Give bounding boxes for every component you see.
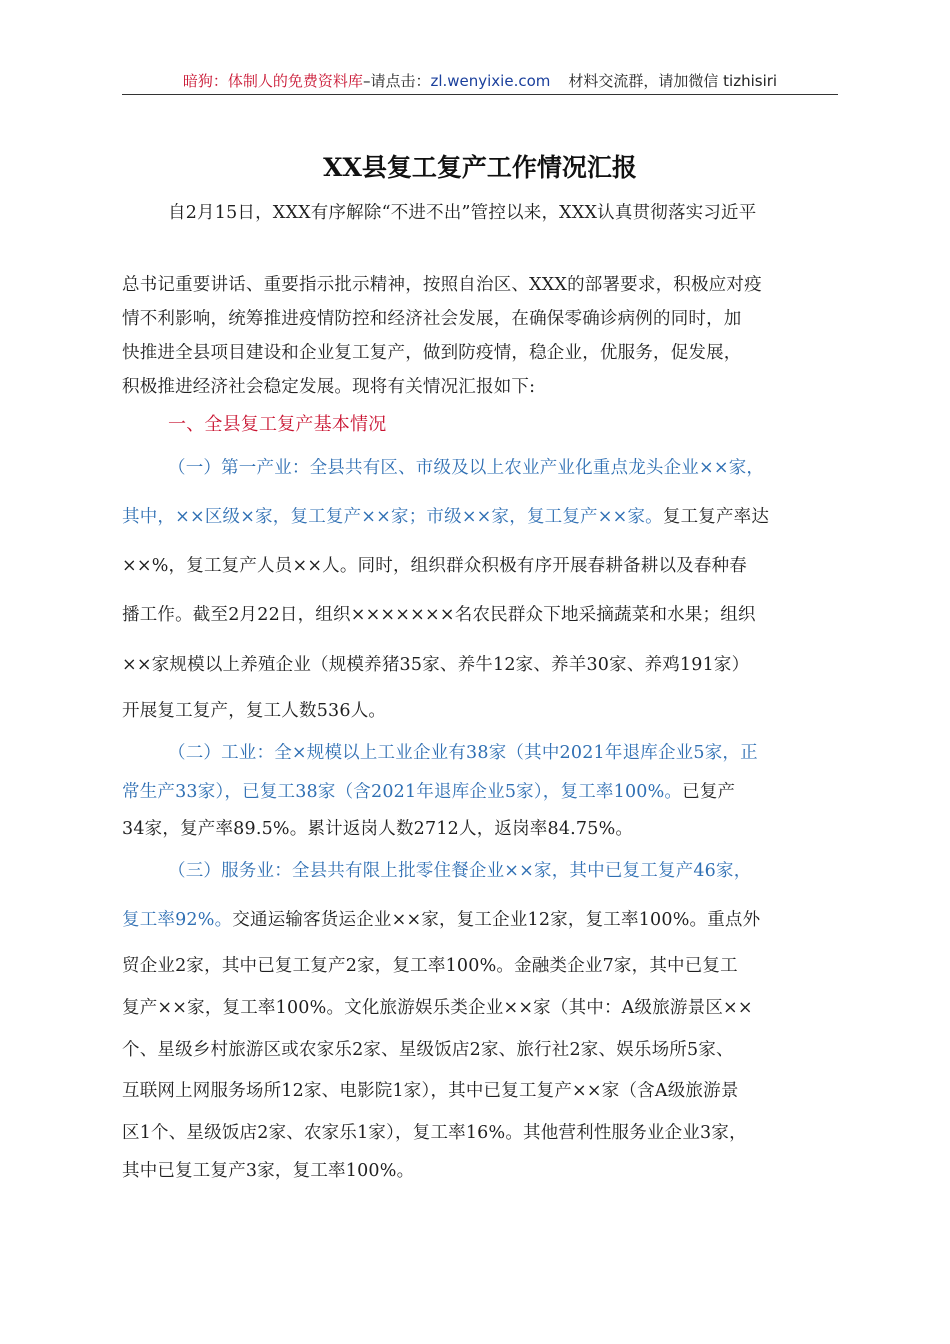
page-header xyxy=(122,70,838,92)
intro-line: 积极推进经济社会稳定发展。现将有关情况汇报如下: xyxy=(122,377,536,397)
s2-line: （二）工业：全×规模以上工业企业有38家（其中2021年退库企业5家，正 xyxy=(168,743,758,763)
section-heading: 一、全县复工复产基本情况 xyxy=(168,414,387,435)
s2-line-blue: 常生产33家），已复工38家（含2021年退库企业5家），复工率100%。 xyxy=(122,782,683,802)
s3-line: 复产××家，复工率100%。文化旅游娱乐类企业××家（其中：A级旅游景区×× xyxy=(122,998,753,1018)
s1-line-blue: 其中，××区级×家，复工复产××家；市级××家，复工复产××家。 xyxy=(122,507,663,527)
intro-line: 情不利影响，统筹推进疫情防控和经济社会发展，在确保零确诊病例的同时，加 xyxy=(122,309,742,329)
header-site-name: 暗狗：体制人的免费资料库 xyxy=(182,72,363,90)
s1-line xyxy=(122,504,769,530)
s3-line-blue: 复工率92%。 xyxy=(122,910,233,930)
intro-line: 总书记重要讲话、重要指示批示精神，按照自治区、XXX的部署要求，积极应对疫 xyxy=(122,275,762,295)
header-click-prompt: –请点击： xyxy=(362,72,431,90)
s2-line xyxy=(122,779,735,805)
intro-line: 自2月15日，XXX有序解除“不进不出”管控以来，XXX认真贯彻落实习近平 xyxy=(168,203,757,223)
header-wechat-note: 材料交流群，请加微信 tizhisiri xyxy=(568,72,778,90)
s3-line: （三）服务业：全县共有限上批零住餐企业××家，其中已复工复产46家， xyxy=(168,861,752,881)
s1-line-black: 复工复产率达 xyxy=(662,507,770,527)
s3-line: 个、星级乡村旅游区或农家乐2家、星级饭店2家、旅行社2家、娱乐场所5家、 xyxy=(122,1040,734,1060)
s3-line: 互联网上网服务场所12家、电影院1家），其中已复工复产××家（含A级旅游景 xyxy=(122,1081,739,1101)
intro-line: 快推进全县项目建设和企业复工复产，做到防疫情，稳企业，优服务，促发展， xyxy=(122,343,742,363)
s2-line: 34家，复产率89.5%。累计返岗人数2712人，返岗率84.75%。 xyxy=(122,819,634,839)
s1-line: （一）第一产业：全县共有区、市级及以上农业产业化重点龙头企业××家， xyxy=(168,458,765,478)
document-title: XX县复工复产工作情况汇报 xyxy=(323,153,637,182)
s2-line-black: 已复产 xyxy=(682,782,736,802)
s1-line: ××家规模以上养殖企业（规模养猪35家、养牛12家、养羊30家、养鸡191家） xyxy=(122,655,750,675)
s1-line: 开展复工复产，复工人数536人。 xyxy=(122,701,387,721)
header-link[interactable]: zl.wenyixie.com xyxy=(430,72,551,90)
s1-line: ××%，复工复产人员××人。同时，组织群众积极有序开展春耕备耕以及春种春 xyxy=(122,556,747,576)
s3-line: 其中已复工复产3家，复工率100%。 xyxy=(122,1161,415,1181)
s3-line: 贸企业2家，其中已复工复产2家，复工率100%。金融类企业7家，其中已复工 xyxy=(122,956,738,976)
header-divider xyxy=(122,94,838,95)
s3-line: 区1个、星级饭店2家、农家乐1家），复工率16%。其他营利性服务业企业3家， xyxy=(122,1123,747,1143)
s3-line xyxy=(122,907,760,933)
s1-line: 播工作。截至2月22日，组织×××××××名农民群众下地采摘蔬菜和水果；组织 xyxy=(122,605,756,625)
s3-line-black: 交通运输客货运企业××家，复工企业12家，复工率100%。重点外 xyxy=(232,910,761,930)
